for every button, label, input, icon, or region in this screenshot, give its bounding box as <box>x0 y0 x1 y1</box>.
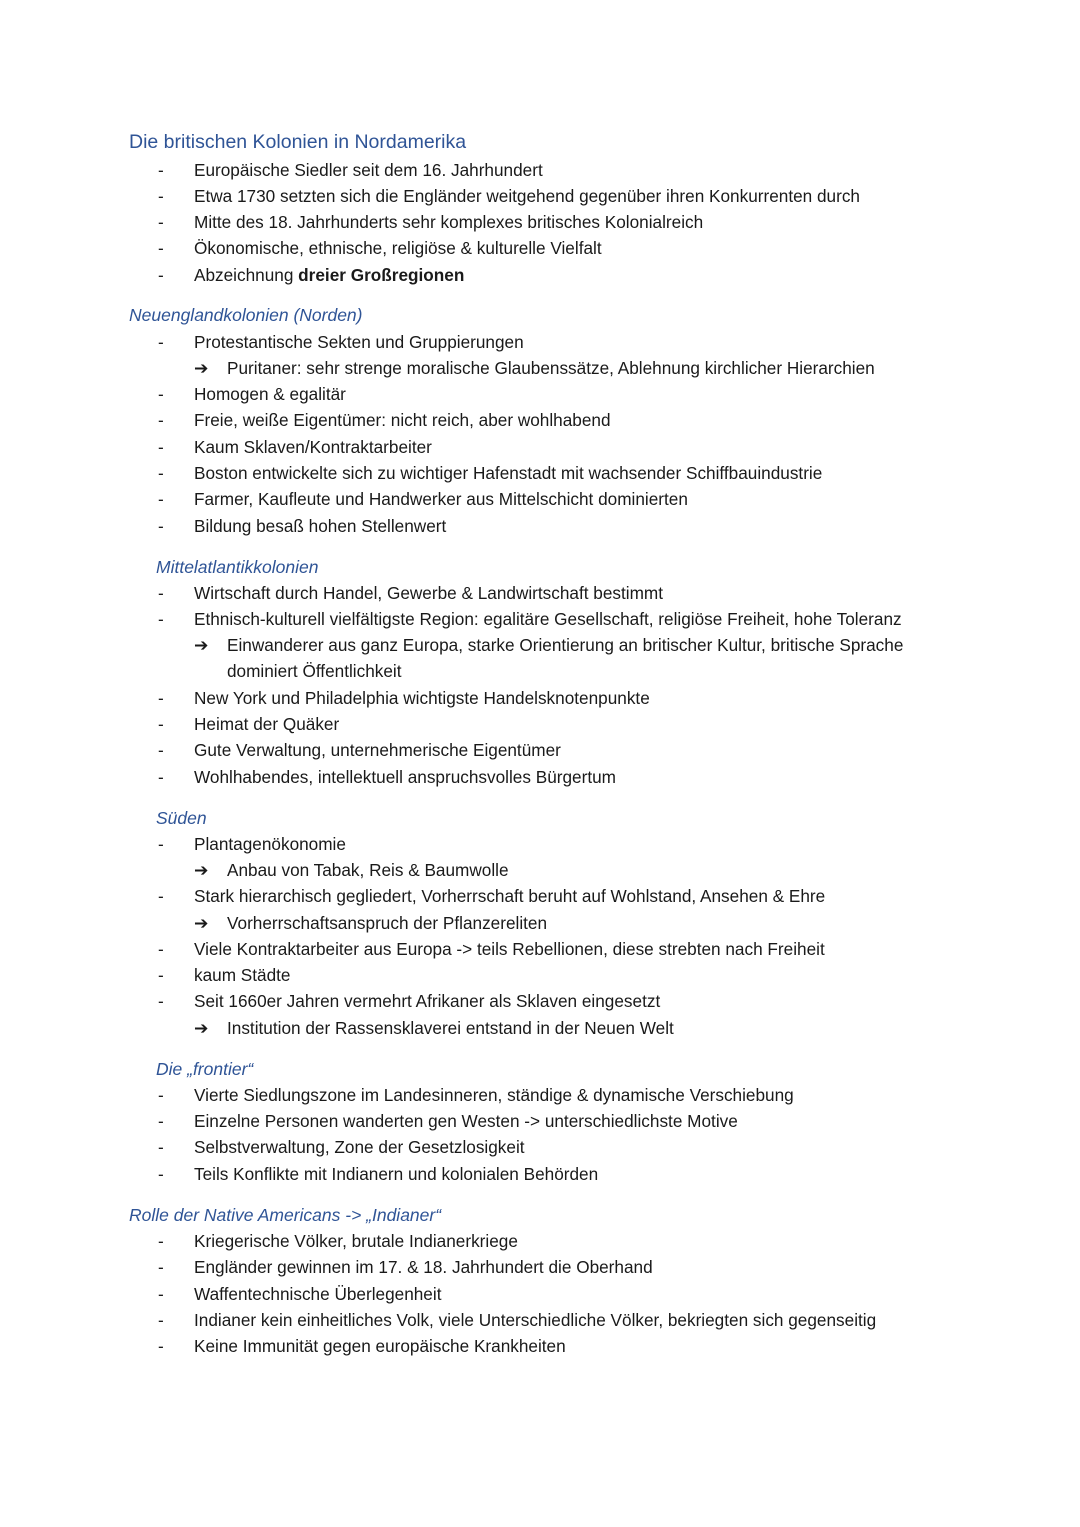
list-item <box>0 1254 1080 1280</box>
bullet-dash: - <box>158 238 164 258</box>
section-heading-frontier: Die „frontier“ <box>156 1059 254 1079</box>
bullet-dash: - <box>158 991 164 1011</box>
arrow-icon: ➔ <box>194 913 209 933</box>
sub-list-item-text: Puritaner: sehr strenge moralische Glaubenssätze, Ablehnung kirchlicher Hierarchien <box>227 358 875 378</box>
list-item <box>0 737 1080 763</box>
sub-list-item-text: Vorherrschaftsanspruch der Pflanzereliten <box>227 913 548 933</box>
bullet-dash: - <box>158 939 164 959</box>
list-item <box>0 936 1080 962</box>
list-item-text: Heimat der Quäker <box>194 714 340 734</box>
section-heading-sueden: Süden <box>156 808 207 828</box>
bullet-dash: - <box>158 265 164 285</box>
list-item <box>0 764 1080 790</box>
sub-list-item <box>0 857 1080 883</box>
list-item-text: Boston entwickelte sich zu wichtiger Hafenstadt mit wachsender Schiffbauindustrie <box>194 463 823 483</box>
list-item-text: Ethnisch-kulturell vielfältigste Region: egalitäre Gesellschaft, religiöse Freiheit, hohe Toleranz <box>194 609 902 629</box>
bullet-dash: - <box>158 1310 164 1330</box>
list-item <box>0 711 1080 737</box>
list-item <box>0 988 1080 1014</box>
list-item-text: Europäische Siedler seit dem 16. Jahrhundert <box>194 160 543 180</box>
list-item <box>0 157 1080 183</box>
list-item <box>0 381 1080 407</box>
bullet-dash: - <box>158 1231 164 1251</box>
list-item <box>0 513 1080 539</box>
arrow-icon: ➔ <box>194 1018 209 1038</box>
bullet-dash: - <box>158 609 164 629</box>
bullet-dash: - <box>158 1137 164 1157</box>
list-item <box>0 407 1080 433</box>
list-item <box>0 460 1080 486</box>
bullet-dash: - <box>158 437 164 457</box>
list-item-text <box>194 262 464 288</box>
list-item-text: Gute Verwaltung, unternehmerische Eigentümer <box>194 740 561 760</box>
bullet-dash: - <box>158 186 164 206</box>
sub-list-item <box>0 1015 1080 1041</box>
list-item <box>0 486 1080 512</box>
list-item <box>0 1228 1080 1254</box>
sub-list-item-continuation <box>0 658 1080 684</box>
sub-list-item-text: dominiert Öffentlichkeit <box>227 661 402 681</box>
bullet-dash: - <box>158 160 164 180</box>
bullet-dash: - <box>158 767 164 787</box>
list-item-text: Vierte Siedlungszone im Landesinneren, ständige & dynamische Verschiebung <box>194 1085 794 1105</box>
list-item <box>0 1108 1080 1134</box>
list-item <box>0 1307 1080 1333</box>
list-item-text: Etwa 1730 setzten sich die Engländer weitgehend gegenüber ihren Konkurrenten durch <box>194 186 860 206</box>
list-item-text: Waffentechnische Überlegenheit <box>194 1284 442 1304</box>
list-item-text: Teils Konflikte mit Indianern und kolonialen Behörden <box>194 1164 599 1184</box>
bullet-dash: - <box>158 463 164 483</box>
list-item-text: Kaum Sklaven/Kontraktarbeiter <box>194 437 432 457</box>
list-item <box>0 235 1080 261</box>
list-item-bold: dreier Großregionen <box>298 265 465 285</box>
section-heading-native-americans: Rolle der Native Americans -> „Indianer“ <box>129 1205 442 1225</box>
list-item <box>0 262 1080 288</box>
list-item <box>0 1333 1080 1359</box>
list-item <box>0 329 1080 355</box>
list-item <box>0 685 1080 711</box>
bullet-dash: - <box>158 740 164 760</box>
list-item <box>0 209 1080 235</box>
list-item <box>0 1281 1080 1307</box>
list-item-text: Wohlhabendes, intellektuell anspruchsvolles Bürgertum <box>194 767 616 787</box>
list-item-text: Selbstverwaltung, Zone der Gesetzlosigkeit <box>194 1137 525 1157</box>
list-item <box>0 434 1080 460</box>
list-item-text: Bildung besaß hohen Stellenwert <box>194 516 447 536</box>
bullet-dash: - <box>158 688 164 708</box>
list-item-text: Farmer, Kaufleute und Handwerker aus Mittelschicht dominierten <box>194 489 688 509</box>
arrow-icon: ➔ <box>194 358 209 378</box>
list-item <box>0 183 1080 209</box>
bullet-dash: - <box>158 714 164 734</box>
sub-list-item-text: Einwanderer aus ganz Europa, starke Orientierung an britischer Kultur, britische Sprache <box>227 635 904 655</box>
section-heading-neuengland: Neuenglandkolonien (Norden) <box>129 305 363 325</box>
list-item-text: Ökonomische, ethnische, religiöse & kulturelle Vielfalt <box>194 238 602 258</box>
bullet-dash: - <box>158 489 164 509</box>
list-item-text: Engländer gewinnen im 17. & 18. Jahrhundert die Oberhand <box>194 1257 653 1277</box>
list-item-text: Mitte des 18. Jahrhunderts sehr komplexes britisches Kolonialreich <box>194 212 704 232</box>
bullet-dash: - <box>158 1164 164 1184</box>
sub-list-item <box>0 355 1080 381</box>
sub-list-item-text: Institution der Rassensklaverei entstand in der Neuen Welt <box>227 1018 674 1038</box>
list-item-text: Plantagenökonomie <box>194 834 346 854</box>
bullet-dash: - <box>158 332 164 352</box>
bullet-dash: - <box>158 1336 164 1356</box>
list-item <box>0 1134 1080 1160</box>
sub-list-item-text: Anbau von Tabak, Reis & Baumwolle <box>227 860 509 880</box>
list-item <box>0 831 1080 857</box>
list-item-text: Stark hierarchisch gegliedert, Vorherrschaft beruht auf Wohlstand, Ansehen & Ehre <box>194 886 826 906</box>
list-item <box>0 962 1080 988</box>
page-title: Die britischen Kolonien in Nordamerika <box>129 131 467 153</box>
list-item-prefix: Abzeichnung <box>194 265 299 285</box>
arrow-icon: ➔ <box>194 635 209 655</box>
list-item-text: Kriegerische Völker, brutale Indianerkriege <box>194 1231 518 1251</box>
list-item-text: kaum Städte <box>194 965 291 985</box>
bullet-dash: - <box>158 1284 164 1304</box>
list-item-text: Einzelne Personen wanderten gen Westen -> unterschiedlichste Motive <box>194 1111 738 1131</box>
bullet-dash: - <box>158 410 164 430</box>
bullet-dash: - <box>158 516 164 536</box>
list-item-text: Wirtschaft durch Handel, Gewerbe & Landwirtschaft bestimmt <box>194 583 664 603</box>
arrow-icon: ➔ <box>194 860 209 880</box>
list-item <box>0 606 1080 632</box>
list-item-text: Indianer kein einheitliches Volk, viele Unterschiedliche Völker, bekriegten sich gegenseitig <box>194 1310 877 1330</box>
bullet-dash: - <box>158 583 164 603</box>
list-item-text: Keine Immunität gegen europäische Krankheiten <box>194 1336 566 1356</box>
list-item <box>0 883 1080 909</box>
list-item <box>0 580 1080 606</box>
section-heading-mittelatlantik: Mittelatlantikkolonien <box>156 557 319 577</box>
list-item-text: Freie, weiße Eigentümer: nicht reich, aber wohlhabend <box>194 410 611 430</box>
list-item <box>0 1082 1080 1108</box>
list-item-text: Seit 1660er Jahren vermehrt Afrikaner als Sklaven eingesetzt <box>194 991 661 1011</box>
bullet-dash: - <box>158 1257 164 1277</box>
list-item-text: Viele Kontraktarbeiter aus Europa -> teils Rebellionen, diese strebten nach Freiheit <box>194 939 825 959</box>
sub-list-item <box>0 910 1080 936</box>
list-item-text: New York und Philadelphia wichtigste Handelsknotenpunkte <box>194 688 650 708</box>
bullet-dash: - <box>158 384 164 404</box>
bullet-dash: - <box>158 834 164 854</box>
bullet-dash: - <box>158 965 164 985</box>
list-item-text: Homogen & egalitär <box>194 384 346 404</box>
bullet-dash: - <box>158 1085 164 1105</box>
bullet-dash: - <box>158 212 164 232</box>
list-item-text: Protestantische Sekten und Gruppierungen <box>194 332 524 352</box>
bullet-dash: - <box>158 1111 164 1131</box>
bullet-dash: - <box>158 886 164 906</box>
sub-list-item <box>0 632 1080 658</box>
list-item <box>0 1161 1080 1187</box>
